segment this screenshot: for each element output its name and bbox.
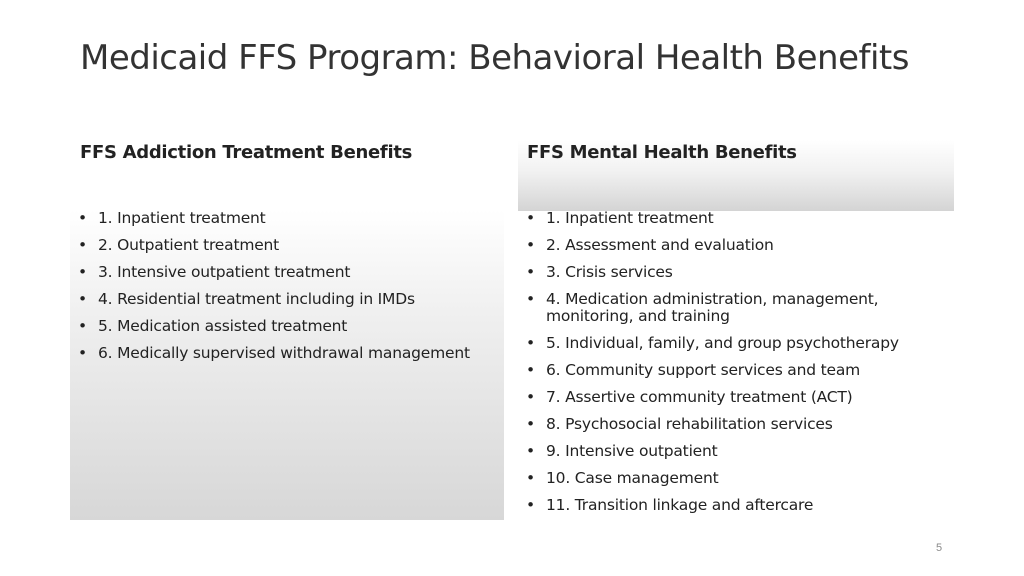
- list-item-text: 5. Medication assisted treatment: [98, 317, 348, 335]
- list-item: [78, 318, 498, 335]
- list-item-text: 4. Medication administration, management, monitoring, and training: [546, 290, 879, 325]
- addiction-benefits-list: [78, 210, 498, 372]
- list-item-text: 11. Transition linkage and aftercare: [546, 496, 814, 514]
- bullet-glyph: •: [526, 415, 535, 433]
- list-item-text: 7. Assertive community treatment (ACT): [546, 388, 853, 406]
- list-item: [78, 210, 498, 227]
- list-item: [526, 264, 946, 281]
- list-item-text: 5. Individual, family, and group psychotherapy: [546, 334, 899, 352]
- list-item: [526, 497, 946, 514]
- list-item-text: 3. Crisis services: [546, 263, 673, 281]
- list-item: [526, 237, 946, 254]
- list-item: [78, 291, 498, 308]
- slide-number: 5: [936, 542, 943, 554]
- list-item-text: 4. Residential treatment including in IMDs: [98, 290, 415, 308]
- mental-health-benefits-header: FFS Mental Health Benefits: [527, 142, 797, 163]
- mental-health-benefits-list: [526, 210, 946, 524]
- bullet-glyph: •: [78, 344, 87, 362]
- list-item-text: 2. Assessment and evaluation: [546, 236, 774, 254]
- bullet-glyph: •: [526, 388, 535, 406]
- list-item-text: 6. Medically supervised withdrawal management: [98, 344, 470, 362]
- list-item: [526, 470, 946, 487]
- list-item: [78, 237, 498, 254]
- list-item: [526, 362, 946, 379]
- bullet-glyph: •: [526, 263, 535, 281]
- list-item: [78, 345, 498, 362]
- bullet-glyph: •: [526, 236, 535, 254]
- bullet-glyph: •: [526, 209, 535, 227]
- list-item: [526, 416, 946, 433]
- bullet-glyph: •: [526, 334, 535, 352]
- list-item: [526, 443, 946, 460]
- list-item-text: 1. Inpatient treatment: [98, 209, 266, 227]
- addiction-benefits-header: FFS Addiction Treatment Benefits: [80, 142, 413, 163]
- list-item-text: 3. Intensive outpatient treatment: [98, 263, 351, 281]
- list-item-text: 10. Case management: [546, 469, 719, 487]
- bullet-glyph: •: [78, 263, 87, 281]
- list-item: [526, 210, 946, 227]
- list-item: [78, 264, 498, 281]
- list-item-text: 2. Outpatient treatment: [98, 236, 280, 254]
- list-item-text: 1. Inpatient treatment: [546, 209, 714, 227]
- list-item-text: 6. Community support services and team: [546, 361, 861, 379]
- list-item-text: 8. Psychosocial rehabilitation services: [546, 415, 833, 433]
- list-item: [526, 291, 946, 325]
- slide-title: Medicaid FFS Program: Behavioral Health Benefits: [80, 38, 909, 78]
- list-item-text: 9. Intensive outpatient: [546, 442, 718, 460]
- list-item: [526, 335, 946, 352]
- bullet-glyph: •: [78, 290, 87, 308]
- bullet-glyph: •: [526, 496, 535, 514]
- bullet-glyph: •: [526, 361, 535, 379]
- bullet-glyph: •: [78, 236, 87, 254]
- bullet-glyph: •: [526, 290, 535, 308]
- bullet-glyph: •: [78, 317, 87, 335]
- list-item: [526, 389, 946, 406]
- bullet-glyph: •: [78, 209, 87, 227]
- bullet-glyph: •: [526, 469, 535, 487]
- bullet-glyph: •: [526, 442, 535, 460]
